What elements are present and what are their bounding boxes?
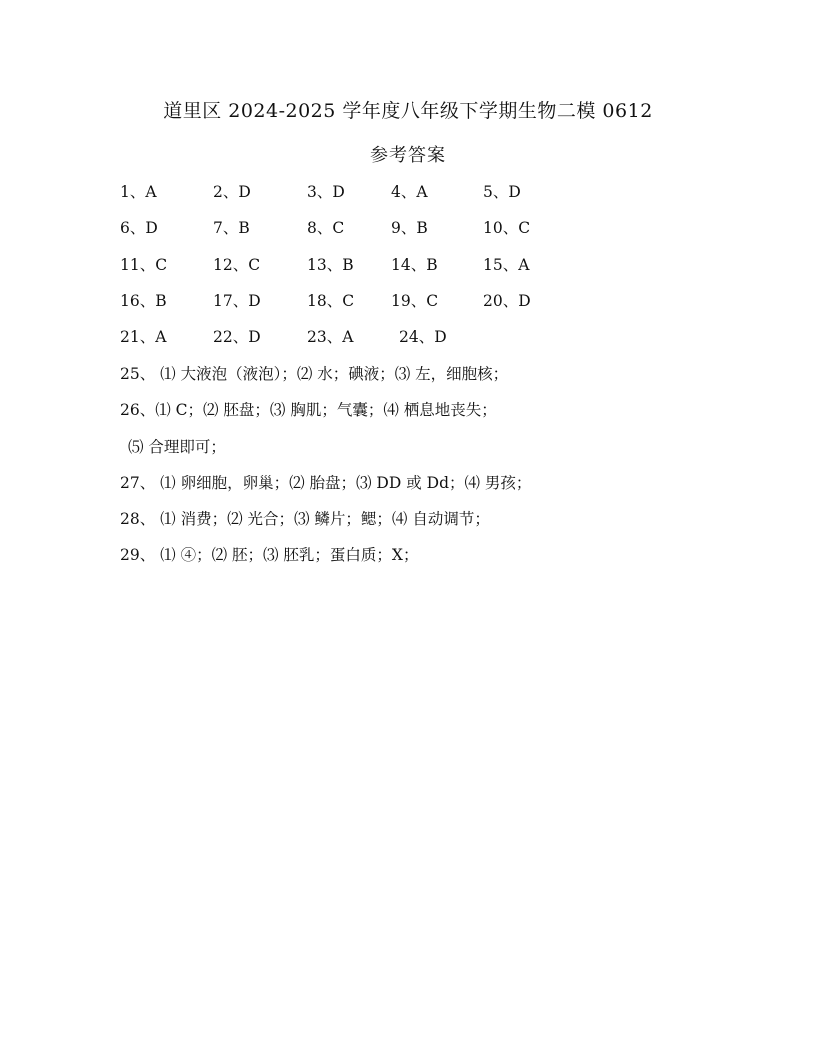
mc-answer: 7、B [213,219,250,238]
answer-line-26: 26、⑴ C；⑵ 胚盘；⑶ 胸肌；气囊；⑷ 栖息地丧失； [120,401,497,420]
mc-answer: 17、D [213,291,261,310]
answer-line-25: 25、 ⑴ 大液泡（液泡）；⑵ 水；碘液；⑶ 左，细胞核； [120,365,509,383]
mc-answer: 10、C [483,219,531,238]
answer-line-27: 27、 ⑴ 卵细胞，卵巢；⑵ 胎盘；⑶ DD 或 Dd；⑷ 男孩； [120,473,532,492]
mc-answer: 3、D [307,183,345,201]
mc-answer: 9、B [391,219,428,238]
answer-line-29: 29、 ⑴ ④；⑵ 胚；⑶ 胚乳；蛋白质；X； [120,546,419,565]
document-title: 道里区 2024-2025 学年度八年级下学期生物二模 0612 [163,100,653,122]
mc-answer: 15、A [483,255,530,274]
mc-answer: 8、C [307,219,345,238]
mc-answer: 6、D [120,219,158,238]
mc-answer: 23、A [307,328,354,347]
mc-answer: 19、C [391,291,439,310]
short-answer-section [120,362,720,580]
answer-line-28: 28、 ⑴ 消费；⑵ 光合；⑶ 鳞片；鳃；⑷ 自动调节； [120,510,490,529]
mc-answer: 4、A [391,183,428,201]
mc-answer: 24、D [399,328,447,347]
mc-answer: 16、B [120,291,167,310]
mc-answer: 13、B [307,255,354,274]
mc-answer: 11、C [120,255,168,274]
mc-answer: 22、D [213,328,261,347]
mc-answer: 20、D [483,291,531,310]
mc-answer: 18、C [307,291,355,310]
mc-answer: 21、A [120,328,167,347]
answer-line-26-cont: ⑸ 合理即可； [128,437,226,456]
mc-answer: 12、C [213,255,261,274]
mc-answer: 2、D [213,183,251,201]
mc-answer: 1、A [120,183,157,201]
mc-answer: 5、D [483,183,521,201]
document-subtitle: 参考答案 [370,145,446,166]
mc-answer: 14、B [391,255,438,274]
